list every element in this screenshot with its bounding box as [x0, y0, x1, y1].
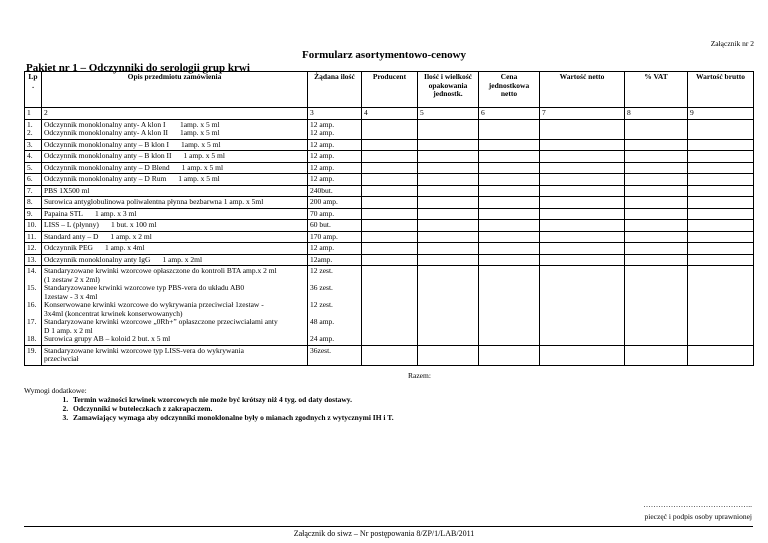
empty-cell[interactable]: [418, 162, 479, 174]
row-description: [42, 208, 308, 220]
item-packaging: 1 amp. x 3 ml: [94, 208, 137, 218]
row-description: [42, 139, 308, 151]
empty-cell[interactable]: [688, 266, 754, 346]
empty-cell[interactable]: [479, 197, 540, 209]
header-pack: Ilość i wielkość opakowania jednostk.: [418, 72, 479, 108]
empty-cell[interactable]: [540, 162, 625, 174]
empty-cell[interactable]: [625, 243, 688, 255]
empty-cell[interactable]: [479, 139, 540, 151]
table-row: [25, 151, 754, 163]
item-name: Odczynnik monoklonalny anty- A klon I Odczynnik monoklonalny anty- A klon II: [44, 119, 168, 137]
empty-cell[interactable]: [418, 139, 479, 151]
empty-cell[interactable]: [362, 119, 418, 139]
empty-cell[interactable]: [479, 243, 540, 255]
header-qty: Żądana ilość: [308, 72, 362, 108]
signature-label: pieczęć i podpis osoby uprawnionej: [644, 512, 752, 521]
item-name: Standard anty – D: [44, 231, 99, 241]
empty-cell[interactable]: [540, 185, 625, 197]
header-vat: % VAT: [625, 72, 688, 108]
empty-cell[interactable]: [625, 119, 688, 139]
notes-list: [24, 395, 394, 422]
row-description: [42, 162, 308, 174]
empty-cell[interactable]: [418, 220, 479, 232]
table-row: [25, 197, 754, 209]
empty-cell[interactable]: [540, 151, 625, 163]
empty-cell[interactable]: [688, 151, 754, 163]
row-lp: 3.: [25, 139, 42, 151]
empty-cell[interactable]: [479, 345, 540, 365]
row-lp: 8.: [25, 197, 42, 209]
empty-cell[interactable]: [540, 197, 625, 209]
column-number: 6: [479, 108, 540, 120]
empty-cell[interactable]: [688, 174, 754, 186]
row-lp: 1. 2.: [25, 119, 42, 139]
row-lp: 6.: [25, 174, 42, 186]
header-desc: Opis przedmiotu zamówienia: [42, 72, 308, 108]
empty-cell[interactable]: [418, 345, 479, 365]
empty-cell[interactable]: [362, 266, 418, 346]
row-description: [42, 254, 308, 266]
row-lp: 14. 15. 16. 17. 18.: [25, 266, 42, 346]
table-row: [25, 162, 754, 174]
empty-cell[interactable]: [625, 220, 688, 232]
header-gross: Wartość brutto: [688, 72, 754, 108]
empty-cell[interactable]: [418, 266, 479, 346]
table-row: [25, 139, 754, 151]
empty-cell[interactable]: [479, 151, 540, 163]
table-row: [25, 208, 754, 220]
row-lp: 10.: [25, 220, 42, 232]
item-packaging: 1amp. x 5 ml 1amp. x 5 ml: [179, 119, 220, 137]
row-description: [42, 185, 308, 197]
row-lp: 9.: [25, 208, 42, 220]
header-producer: Producent: [362, 72, 418, 108]
empty-cell[interactable]: [625, 185, 688, 197]
item-packaging: 1 amp. x 5 ml: [178, 174, 220, 183]
empty-cell[interactable]: [362, 139, 418, 151]
row-quantity: 12amp.: [308, 254, 362, 266]
item-name: LISS – L (płynny): [44, 220, 99, 229]
item-packaging: 1 amp. x 2 ml: [110, 231, 152, 241]
row-lp: 13.: [25, 254, 42, 266]
attachment-label: Załącznik nr 2: [710, 39, 754, 48]
row-quantity: 240but.: [308, 185, 362, 197]
table-row: [25, 243, 754, 255]
table-row: [25, 220, 754, 232]
empty-cell[interactable]: [625, 231, 688, 243]
note-item: 3. Zamawiający wymaga aby odczynniki monoklonalne były o mianach zgodnych z wytycznymi IH i T.: [70, 413, 394, 422]
row-description: [42, 119, 308, 139]
empty-cell[interactable]: [625, 208, 688, 220]
empty-cell[interactable]: [418, 254, 479, 266]
row-quantity: 170 amp.: [308, 231, 362, 243]
row-quantity: 12 amp.: [308, 139, 362, 151]
table-row: [25, 231, 754, 243]
empty-cell[interactable]: [625, 197, 688, 209]
row-description: [42, 345, 308, 365]
total-label: Razem:: [408, 371, 431, 380]
empty-cell[interactable]: [688, 345, 754, 365]
row-quantity: 12 amp.: [308, 174, 362, 186]
item-name: Standaryzowane krwinki wzorcowe opłaszczone do kontroli BTA amp.x 2 ml (1 zestaw 2 x 2ml) Standaryzowanee krwinki wzorcowe typ PBS-vera do układu AB0 1zestaw - 3 x 4ml Konserwowane krwinki wzorcowe do wykrywania przeciwciał 1zestaw - 3x4ml (koncentrat krwinek konserwowanych) Standaryzowane krwinki wzorcowe „0Rh+” opłaszczone przeciwciałami anty D 1 amp. x 2 ml Surowica grupy AB – koloid 2 but. x 5 ml: [44, 266, 278, 343]
column-number: 9: [688, 108, 754, 120]
empty-cell[interactable]: [362, 185, 418, 197]
empty-cell[interactable]: [479, 119, 540, 139]
row-lp: 5.: [25, 162, 42, 174]
signature-dots: ……………………………………..: [643, 500, 752, 509]
form-title: Formularz asortymentowo-cenowy: [301, 49, 467, 61]
item-name: PBS 1X500 ml: [44, 185, 90, 195]
row-lp: 19.: [25, 345, 42, 365]
empty-cell[interactable]: [625, 266, 688, 346]
item-packaging: 1 amp. x 5 ml: [181, 162, 224, 172]
row-description: [42, 220, 308, 232]
empty-cell[interactable]: [479, 185, 540, 197]
item-packaging: 1 amp. x 5 ml: [183, 151, 225, 160]
column-number-row: [25, 108, 754, 120]
note-item: 2. Odczynniki w buteleczkach z zakrapaczem.: [70, 404, 394, 413]
empty-cell[interactable]: [418, 119, 479, 139]
empty-cell[interactable]: [418, 208, 479, 220]
item-name: Odczynnik PEG: [44, 243, 93, 252]
column-number: 8: [625, 108, 688, 120]
empty-cell[interactable]: [688, 119, 754, 139]
column-number: 4: [362, 108, 418, 120]
item-packaging: 1 amp. x 4ml: [104, 243, 145, 252]
empty-cell[interactable]: [540, 174, 625, 186]
column-number: 7: [540, 108, 625, 120]
row-lp: 11.: [25, 231, 42, 243]
empty-cell[interactable]: [479, 254, 540, 266]
row-lp: 4.: [25, 151, 42, 163]
assortment-table: [24, 71, 754, 366]
empty-cell[interactable]: [540, 119, 625, 139]
row-description: [42, 243, 308, 255]
empty-cell[interactable]: [540, 231, 625, 243]
empty-cell[interactable]: [625, 151, 688, 163]
empty-cell[interactable]: [418, 185, 479, 197]
empty-cell[interactable]: [362, 243, 418, 255]
table-row: [25, 345, 754, 365]
empty-cell[interactable]: [479, 174, 540, 186]
header-lp: Lp .: [25, 72, 42, 108]
empty-cell[interactable]: [362, 208, 418, 220]
empty-cell[interactable]: [479, 231, 540, 243]
item-name: Odczynnik monoklonalny anty – D Rum: [44, 174, 167, 183]
header-row: [25, 72, 754, 108]
empty-cell[interactable]: [418, 243, 479, 255]
row-lp: 7.: [25, 185, 42, 197]
empty-cell[interactable]: [688, 220, 754, 232]
empty-cell[interactable]: [418, 197, 479, 209]
row-description: [42, 231, 308, 243]
empty-cell[interactable]: [688, 254, 754, 266]
empty-cell[interactable]: [362, 254, 418, 266]
empty-cell[interactable]: [362, 231, 418, 243]
row-quantity: 200 amp.: [308, 197, 362, 209]
empty-cell[interactable]: [479, 266, 540, 346]
empty-cell[interactable]: [479, 162, 540, 174]
empty-cell[interactable]: [688, 197, 754, 209]
empty-cell[interactable]: [479, 208, 540, 220]
empty-cell[interactable]: [362, 197, 418, 209]
additional-requirements: [24, 386, 394, 422]
empty-cell[interactable]: [625, 254, 688, 266]
empty-cell[interactable]: [540, 139, 625, 151]
empty-cell[interactable]: [362, 162, 418, 174]
empty-cell[interactable]: [625, 345, 688, 365]
empty-cell[interactable]: [418, 231, 479, 243]
item-packaging: 1 amp. x 2ml: [162, 254, 203, 264]
empty-cell[interactable]: [688, 208, 754, 220]
notes-title: Wymogi dodatkowe:: [24, 386, 87, 395]
row-quantity: 70 amp.: [308, 208, 362, 220]
empty-cell[interactable]: [688, 185, 754, 197]
empty-cell[interactable]: [625, 174, 688, 186]
row-description: [42, 197, 308, 209]
header-unit-price: Cena jednostkowa netto: [479, 72, 540, 108]
item-name: Papaina STL: [44, 208, 83, 218]
item-packaging: 1 but. x 100 ml: [110, 220, 157, 229]
item-name: Odczynnik monoklonalny anty – B klon II: [44, 151, 172, 160]
row-description: [42, 174, 308, 186]
note-item: 1. Termin ważności krwinek wzorcowych nie może być krótszy niż 4 tyg. od daty dostawy.: [70, 395, 394, 404]
footer-divider: [24, 526, 753, 527]
empty-cell[interactable]: [362, 345, 418, 365]
item-name: Odczynnik monoklonalny anty – B klon I: [44, 139, 169, 149]
empty-cell[interactable]: [540, 220, 625, 232]
item-packaging: 1amp. x 5 ml: [180, 139, 221, 149]
empty-cell[interactable]: [362, 220, 418, 232]
empty-cell[interactable]: [362, 174, 418, 186]
row-quantity: 12 amp. 12 amp.: [308, 119, 362, 139]
table-row: [25, 266, 754, 346]
column-number: 5: [418, 108, 479, 120]
table-row: [25, 174, 754, 186]
row-description: [42, 151, 308, 163]
empty-cell[interactable]: [540, 208, 625, 220]
empty-cell[interactable]: [418, 151, 479, 163]
empty-cell[interactable]: [540, 345, 625, 365]
empty-cell[interactable]: [540, 243, 625, 255]
column-number: 2: [42, 108, 308, 120]
row-quantity: 12 amp.: [308, 162, 362, 174]
table-row: [25, 119, 754, 139]
row-quantity: 12 zest. 36 zest. 12 zest. 48 amp. 24 amp.: [308, 266, 362, 346]
row-quantity: 60 but.: [308, 220, 362, 232]
row-quantity: 12 amp.: [308, 243, 362, 255]
item-name: Odczynnik monoklonalny anty – D Blend: [44, 162, 170, 172]
empty-cell[interactable]: [540, 254, 625, 266]
empty-cell[interactable]: [688, 139, 754, 151]
row-quantity: 36zest.: [308, 345, 362, 365]
empty-cell[interactable]: [688, 231, 754, 243]
empty-cell[interactable]: [479, 220, 540, 232]
empty-cell[interactable]: [362, 151, 418, 163]
header-net-value: Wartość netto: [540, 72, 625, 108]
package-title: Pakiet nr 1 – Odczynniki do serologii grup krwi: [26, 62, 250, 74]
footer-text: Załącznik do siwz – Nr postępowania 8/ZP/1/LAB/2011: [293, 529, 475, 538]
row-lp: 12.: [25, 243, 42, 255]
empty-cell[interactable]: [688, 243, 754, 255]
table-row: [25, 254, 754, 266]
item-name: Standaryzowane krwinki wzorcowe typ LISS-vera do wykrywania przeciwciał: [44, 345, 244, 363]
empty-cell[interactable]: [418, 174, 479, 186]
empty-cell[interactable]: [625, 139, 688, 151]
column-number: 1: [25, 108, 42, 120]
column-number: 3: [308, 108, 362, 120]
empty-cell[interactable]: [540, 266, 625, 346]
table-row: [25, 185, 754, 197]
item-name: Surowica antyglobulinowa poliwalentna płynna bezbarwna 1 amp. x 5ml: [44, 197, 264, 206]
item-name: Odczynnik monoklonalny anty IgG: [44, 254, 151, 264]
empty-cell[interactable]: [688, 162, 754, 174]
row-quantity: 12 amp.: [308, 151, 362, 163]
empty-cell[interactable]: [625, 162, 688, 174]
row-description: [42, 266, 308, 346]
